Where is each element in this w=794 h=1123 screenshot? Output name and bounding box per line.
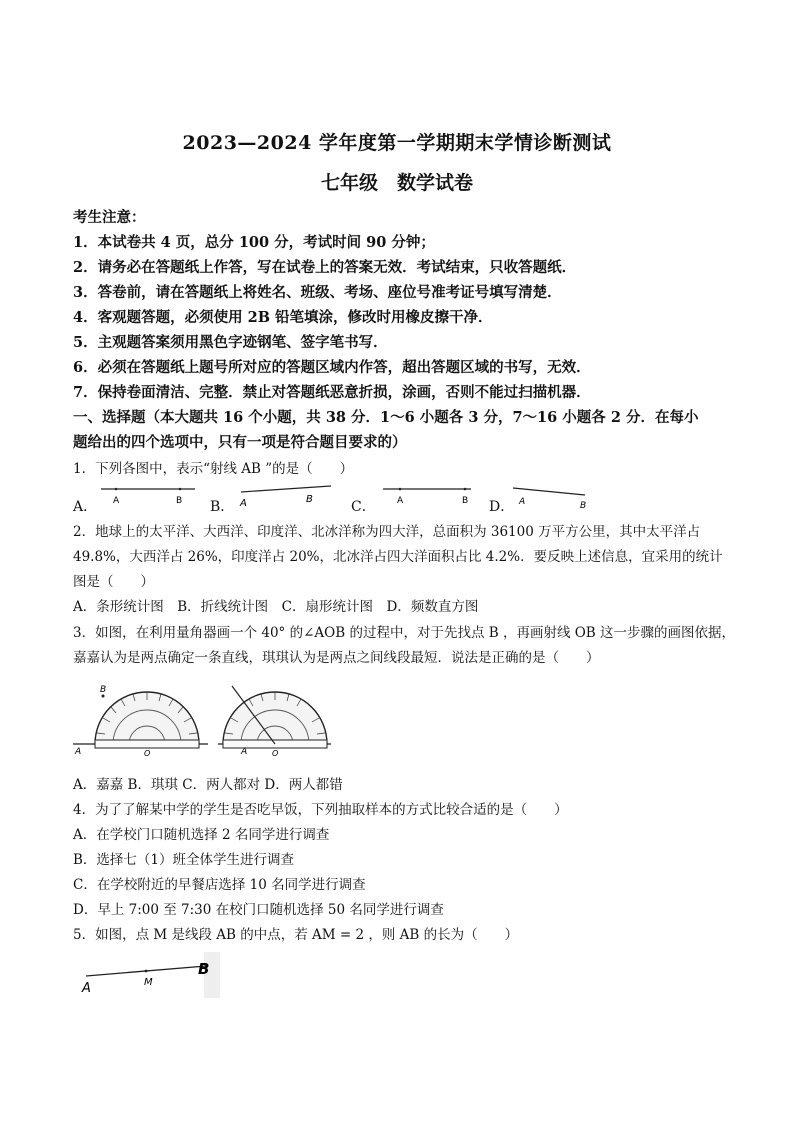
q3-text-o-left: O — [144, 749, 151, 758]
q1-d-text-a: A — [519, 497, 526, 507]
q5-point-m — [145, 970, 148, 973]
section1-heading-cont: 题给出的四个选项中，只有一项是符合题目要求的） — [73, 434, 407, 451]
section1-heading: 一、选择题（本大题共 16 个小题，共 38 分．1～6 小题各 3 分，7～16 小题各 2 分．在每小 — [73, 409, 699, 426]
q4-option-d: D．早上 7:00 至 7:30 在校门口随机选择 50 名同学进行调查 — [73, 902, 444, 918]
q2-line-1: 2．地球上的太平洋、大西洋、印度洋、北冰洋称为四大洋，总面积为 36100 万平方公里，其中太平洋占 — [73, 524, 701, 540]
q5-text-b: B — [198, 960, 210, 978]
q1-label-d: D． — [489, 499, 515, 515]
q1-c-text-b: B — [462, 496, 469, 506]
q1-a-text-a: A — [113, 496, 120, 506]
q1-a-point-b — [179, 488, 182, 491]
q4-option-b: B．选择七（1）班全体学生进行调查 — [73, 852, 295, 868]
notice-heading: 考生注意： — [73, 209, 146, 226]
q1-label-a: A． — [73, 499, 98, 515]
q1-c-point-a — [399, 488, 402, 491]
notice-item-7: 7．保持卷面清洁、完整．禁止对答题纸恶意折损，涂画，否则不能过扫描机器． — [73, 384, 591, 401]
q1-a-point-a — [115, 488, 118, 491]
q1-figures — [73, 484, 733, 514]
exam-title: 2023—2024 学年度第一学期期末学情诊断测试 — [182, 132, 612, 154]
exam-subtitle: 七年级 数学试卷 — [320, 172, 473, 194]
q3-text-a-right: A — [241, 747, 248, 757]
q1-b-line — [241, 486, 331, 492]
q3-line-2: 嘉嘉认为是两点确定一条直线，琪琪认为是两点之间线段最短．说法是正确的是（ ） — [73, 650, 600, 666]
notice-item-4: 4．客观题答题，必须使用 2B 铅笔填涂，修改时用橡皮擦干净． — [73, 309, 493, 326]
notice-item-3: 3．答卷前，请在答题纸上将姓名、班级、考场、座位号准考证号填写清楚． — [73, 284, 562, 301]
q1-label-c: C． — [351, 499, 376, 515]
q5-text-a: A — [82, 981, 91, 996]
q2-line-2: 49.8%，大西洋占 26%，印度洋占 20%，北冰洋占四大洋面积占比 4.2%．要反映上述信息，宜采用的统计 — [73, 549, 723, 565]
q2-line-3: 图是（ ） — [73, 574, 154, 590]
q3-protractor-figure — [73, 678, 333, 758]
notice-item-2: 2．请务必在答题纸上作答，写在试卷上的答案无效．考试结束，只收答题纸． — [73, 259, 577, 276]
q1-c-point-b — [464, 488, 467, 491]
q3-text-b: B — [100, 685, 107, 695]
q2-options: A．条形统计图 B．折线统计图 C．扇形统计图 D．频数直方图 — [73, 599, 479, 615]
q1-label-b: B． — [210, 499, 235, 515]
q3-line-1: 3．如图，在利用量角器画一个 40° 的∠AOB 的过程中，对于先找点 B ，再画射线 OB 这一步骤的画图依据， — [73, 625, 736, 641]
q3-text-a-left: A — [75, 747, 82, 757]
q4-option-c: C．在学校附近的早餐店选择 10 名同学进行调查 — [73, 877, 366, 893]
q1-d-text-b: B — [580, 501, 587, 511]
q1-a-text-b: B — [176, 496, 183, 506]
q5-text-m: M — [144, 977, 153, 988]
q1-d-line — [513, 488, 585, 495]
q1-c-text-a: A — [397, 496, 404, 506]
q1-figure-svg — [73, 484, 733, 514]
q1-b-text-a: A — [240, 498, 247, 509]
q5-segment-figure — [78, 952, 228, 1002]
q1-stem: 1．下列各图中，表示“射线 AB ”的是（ ） — [73, 461, 354, 477]
q5-stem: 5．如图，点 M 是线段 AB 的中点，若 AM = 2 ，则 AB 的长为（ ） — [73, 927, 519, 943]
notice-item-5: 5．主观题答案须用黑色字迹钢笔、签字笔书写． — [73, 334, 388, 351]
q3-options: A．嘉嘉 B．琪琪 C．两人都对 D．两人都错 — [73, 777, 343, 793]
q4-option-a: A．在学校门口随机选择 2 名同学进行调查 — [73, 827, 330, 843]
q4-stem: 4．为了了解某中学的学生是否吃早饭，下列抽取样本的方式比较合适的是（ ） — [73, 802, 568, 818]
q3-text-o-right: O — [272, 749, 279, 758]
notice-item-1: 1．本试卷共 4 页，总分 100 分，考试时间 90 分钟； — [73, 234, 435, 251]
q1-b-text-b: B — [306, 494, 313, 505]
notice-item-6: 6．必须在答题纸上题号所对应的答题区域内作答，超出答题区域的书写，无效． — [73, 359, 591, 376]
